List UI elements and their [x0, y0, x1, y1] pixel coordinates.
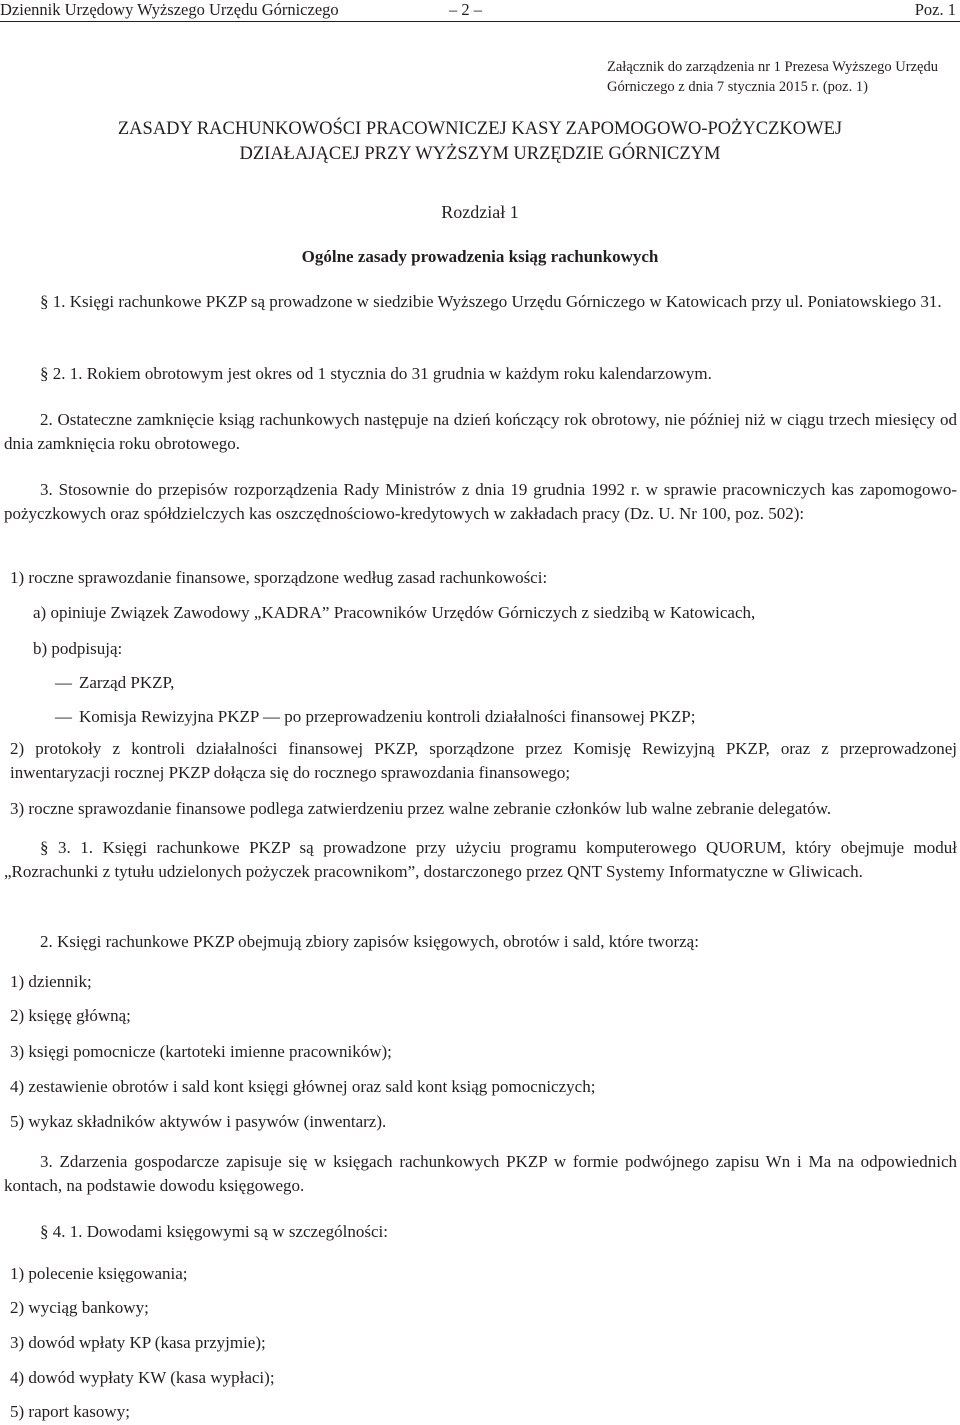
list-subitem-b: b) podpisują:	[33, 639, 123, 658]
annex-note: Załącznik do zarządzenia nr 1 Prezesa Wyższego Urzędu Górniczego z dnia 7 stycznia 2015 r. (poz. 1)	[607, 59, 938, 95]
dash-item	[55, 705, 955, 729]
list-item: 1) roczne sprawozdanie finansowe, sporządzone według zasad rachunkowości:	[10, 568, 548, 587]
title-line-1: ZASADY RACHUNKOWOŚCI PRACOWNICZEJ KASY ZAPOMOGOWO-POŻYCZKOWEJ	[117, 119, 843, 139]
list-item: 5) raport kasowy;	[10, 1402, 130, 1421]
paragraph-s4-1: § 4. 1. Dowodami księgowymi są w szczególności:	[40, 1222, 388, 1241]
chapter-title: Ogólne zasady prowadzenia ksiąg rachunkowych	[301, 247, 659, 266]
list-item: 3) dowód wpłaty KP (kasa przyjmie);	[10, 1333, 266, 1352]
list-item: 4) dowód wypłaty KW (kasa wypłaci);	[10, 1368, 275, 1387]
paragraph-s1: § 1. Księgi rachunkowe PKZP są prowadzone w siedzibie Wyższego Urzędu Górniczego w Katowicach przy ul. Poniatowskiego 31.	[40, 292, 942, 311]
journal-name: Dziennik Urzędowy Wyższego Urzędu Górniczego	[0, 0, 339, 19]
em-dash: —	[55, 707, 72, 726]
paragraph-s2-2: 2. Ostateczne zamknięcie ksiąg rachunkowych następuje na dzień kończący rok obrotowy, nie później niż w ciągu trzech miesięcy od dnia zamknięcia roku obrotowego.	[4, 410, 957, 453]
paragraph-s3-3: 3. Zdarzenia gospodarcze zapisuje się w księgach rachunkowych PKZP w formie podwójnego zapisu Wn i Ma na odpowiednich kontach, na podstawie dowodu księgowego.	[4, 1152, 957, 1195]
list-subitem-a: a) opiniuje Związek Zawodowy „KADRA” Pracowników Urzędów Górniczych z siedzibą w Katowicach,	[33, 603, 756, 622]
list-item: 1) polecenie księgowania;	[10, 1264, 188, 1283]
chapter-heading: Rozdział 1	[441, 202, 519, 222]
em-dash: —	[55, 673, 72, 692]
list-item: 3) księgi pomocnicze (kartoteki imienne pracowników);	[10, 1042, 392, 1061]
paragraph-s2-1: § 2. 1. Rokiem obrotowym jest okres od 1 stycznia do 31 grudnia w każdym roku kalendarzowym.	[40, 364, 712, 383]
page-number: – 2 –	[449, 0, 482, 19]
dash-item-text: Komisja Rewizyjna PKZP — po przeprowadzeniu kontroli działalności finansowej PKZP;	[79, 707, 696, 726]
header-rule	[0, 21, 960, 22]
title-line-2: DZIAŁAJĄCEJ PRZY WYŻSZYM URZĘDZIE GÓRNICZYM	[239, 144, 721, 164]
list-item: 4) zestawienie obrotów i sald kont księgi głównej oraz sald kont ksiąg pomocniczych;	[10, 1077, 596, 1096]
list-item: 2) wyciąg bankowy;	[10, 1298, 149, 1317]
document-title	[0, 117, 960, 167]
paragraph-s2-3: 3. Stosownie do przepisów rozporządzenia Rady Ministrów z dnia 19 grudnia 1992 r. w sprawie pracowniczych kas zapomogowo-pożyczkowych oraz spółdzielczych kas oszczędnościowo-kredytowych w zakładach pracy (Dz. U. Nr 100, poz. 502):	[4, 480, 957, 523]
dash-item	[55, 671, 955, 695]
dash-item-text: Zarząd PKZP,	[79, 673, 175, 692]
position-number: Poz. 1	[914, 0, 956, 19]
list-item: 5) wykaz składników aktywów i pasywów (inwentarz).	[10, 1112, 387, 1131]
paragraph-s3-2: 2. Księgi rachunkowe PKZP obejmują zbiory zapisów księgowych, obrotów i sald, które tworzą:	[40, 932, 699, 951]
list-item: 3) roczne sprawozdanie finansowe podlega zatwierdzeniu przez walne zebranie członków lub walne zebranie delegatów.	[10, 799, 832, 818]
list-item: 2) protokoły z kontroli działalności finansowej PKZP, sporządzone przez Komisję Rewizyjną PKZP, oraz z przeprowadzonej inwentaryzacji rocznej PKZP dołącza się do rocznego sprawozdania finansowego;	[10, 739, 957, 782]
paragraph-s3-1: § 3. 1. Księgi rachunkowe PKZP są prowadzone przy użyciu programu komputerowego QUORUM, który obejmuje moduł „Rozrachunki z tytułu udzielonych pożyczek pracownikom”, dostarczonego przez QNT Systemy Informatyczne w Gliwicach.	[4, 838, 957, 881]
list-item: 2) księgę główną;	[10, 1006, 131, 1025]
list-item: 1) dziennik;	[10, 972, 92, 991]
page-header	[0, 0, 960, 20]
